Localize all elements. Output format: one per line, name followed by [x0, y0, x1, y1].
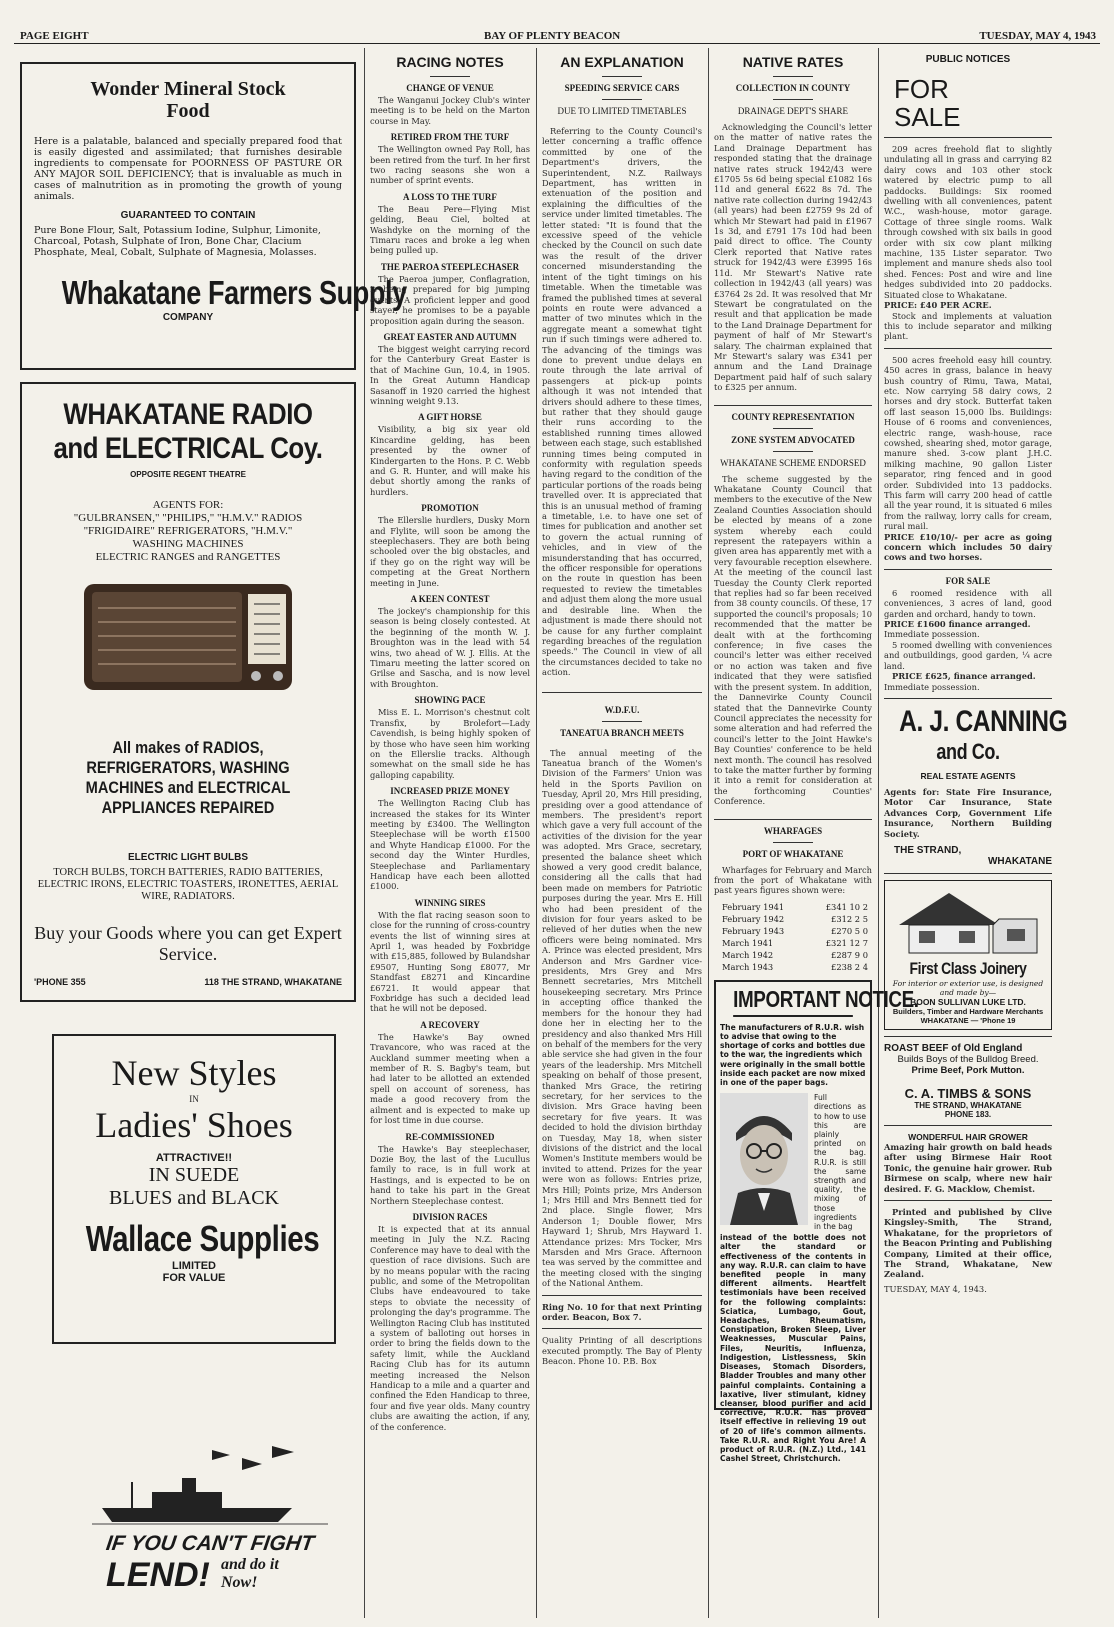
- native-sub-2: DRAINAGE DEPT'S SHARE: [737, 106, 849, 116]
- issue-date: TUESDAY, MAY 4, 1943: [979, 30, 1096, 42]
- wharfages-sub: PORT OF WHAKATANE: [742, 848, 844, 859]
- racing-section-heading: INCREASED PRIZE MONEY: [390, 786, 510, 797]
- hair-title: WONDERFUL HAIR GROWER: [908, 1131, 1028, 1142]
- house-2-possession: Immediate possession.: [884, 681, 980, 692]
- racing-section-heading: A RECOVERY: [420, 1019, 480, 1030]
- rule: [542, 692, 702, 693]
- canning-name: A. J. CANNING: [899, 704, 1068, 738]
- shoes-line-2: IN: [189, 1094, 199, 1104]
- taneatua-body: The annual meeting of the Taneatua branch of the Women's Division of the Farmers' Union was held in the Sports Pavilion on Tuesday, April 20, Mrs Hill presiding, presiding over a good attendance of members. The president's report which gave a very full account of the activities of the division for the year was adopted. Mrs Grace, secretary, presented the balance sheet which showed a very good credit balance, considering all the calls that had been made on members for Patriotic purposes during the year. Mrs E. Hill who had been president of the division for four years asked to be relieved of her duties when the new officers were being nominated. Mrs A. Prince was elected president, Mrs Anderson and Mrs Gardner vice-presidents, Mrs Grey and Mrs Bennett secretaries, Mrs Mitchell housekeeping secretary. Mrs Prince in accepting office thanked the members for the honour they had done her in electing her to the presidency and also thanked Mrs Hill on behalf of the members for the very able service she had given in the four years of the leadership. Mrs Mitchell speaking on behalf of those present, thanked Mrs Grace, the retiring secretary, for her services to the division. Mrs Grace having been secretary for five years. It was decided to hold the division birthday on Tuesday, May 18, when sister divisions of the district and the local Women's Institute members would be invited to attend. Prizes for the year were won as follows: Entries prize, Mrs Hill; Points prize, Mrs Anderson 1; Mrs Hill and Mrs Bennett tied for 2nd place. Single flower, Mrs Anderson 1; Double flower, Mrs Hayward 1; Shrub, Mrs Hayward 1. Attendance prizes: Mrs Tocker, Mrs Marsden and Mrs Grace. Afternoon tea was served by the committee and the meeting closed with the singing of the National Anthem.: [542, 747, 702, 1289]
- shoes-ad: [52, 1034, 336, 1344]
- farm-1-body: 209 acres freehold flat to slightly undulating all in grass and carrying 82 dairy cows and 103 other stock watered by electric pump to all paddocks. Buildings: Six roomed dwelling with all conveniences, patent W.C., wash-house, motor garage. Cottage of three single rooms. Walk through cowshed with six bails in good order with six cow plant milking machine, 135 Lister separator. Two implement and manure sheds also tool shed. Fences: Post and wire and line hedges subdivided into 20 paddocks. Situated close to Whakatane.: [884, 144, 1052, 300]
- racing-section-heading: A KEEN CONTEST: [410, 594, 490, 605]
- racing-section-heading: CHANGE OF VENUE: [406, 83, 494, 93]
- wharfage-period: February 1941: [722, 901, 785, 912]
- separator: [430, 76, 470, 77]
- radio-location: OPPOSITE REGENT THEATRE: [130, 470, 246, 479]
- shoes-sub-2: FOR VALUE: [162, 1272, 226, 1284]
- radio-agents: [30, 499, 346, 564]
- racing-section-body: The Wellington Racing Club has increased the stakes for its Winter meeting by £3400. The Wellington Steeplechase will be worth £1500 and Whyte Handicap £1000. For the second day the Winter Hurdles, Steeplechase and Parliamentary Handicap have each been allotted £1000.: [370, 798, 530, 892]
- page-number: PAGE EIGHT: [20, 30, 89, 42]
- farm-2-price: PRICE £10/10/- per acre as going concern which includes 50 dairy cows and two horses.: [884, 531, 1052, 563]
- wharfage-period: March 1942: [722, 949, 774, 960]
- buy-slogan: Buy your Goods where you can get Expert Service.: [34, 923, 342, 964]
- shoes-line-1: New Styles: [111, 1053, 277, 1093]
- canning-agents: Agents for: State Fire Insurance, Motor Car Insurance, State Advances Corp, Government Life Insurance, Northern Building Society.: [884, 786, 1052, 839]
- explanation-body: Referring to the County Council's letter concerning a traffic offence committed by one of the Department's drivers, the Superintendent, N.Z. Railways Department, has written in extenuation of the position and explaining the difficulties of the service under limited timetables. The letter stated: "It is found that the excessive speed of the vehicle checked by the Council on such date was the result of the driver concerned misunderstanding the intent of the tight timings on his timetable. When the timetable was framed the published times at several points en route were advanced a matter of two minutes which in the aggregate meant a somewhat tight run if such timings were adhered to. The advancing of the timings was done to prevent undue delays en route through the late arrival of passengers at pick-up points although it was not intended that drivers should adhere to these times, but rather that they should gauge their runs according to the established running times allowed between each stage, such established running times being computed in conformity with regulation speeds having regard to the condition of the particular portions of the roads being travelled over. It is appreciated that this is an unusual method of framing a timetable, i.e. to have one set of times for publication and another set to govern the actual running of vehicles, and in view of the misunderstanding that has occurred, the officer responsible for operations on the route in question has been requested to review the timetables and adjust them along the more usual and desirable line. When the adjustment is made there should not be cause for any further complaint regarding breaches of the regulation speeds." The Council in view of all the circumstances decided to take no action.: [542, 126, 702, 678]
- canning-sub: and Co.: [936, 738, 1000, 764]
- imprint: Printed and published by Clive Kingsley-Smith, The Strand, Whakatane, for the proprietors of the Beacon Printing and Publishing Company, Limited at their office, The Strand, Whakatane, New Zealand.: [884, 1206, 1052, 1280]
- separator: [773, 99, 813, 100]
- man-portrait-illustration: [720, 1093, 808, 1225]
- county-rep-body: The scheme suggested by the Whakatane County Council that members to the executive of the New Zealand Counties Association should be elected by means of a zone system whereby each could represent the ratepayers within a given area has apparently met with a very favourable reception elsewhere. At the meeting of the council last Tuesday the County Clerk reported that replies had so far been received from 38 county councils. Of these, 17 supported the council's proposals; 10 recommended that the matter be dealt with at the forthcoming conference; in five cases the council's letter was either received or no action was taken and five indicated that they were satisfied with the present system. In addition, the Dannevirke County Council stated that the Dannevirke County Council appreciates the necessity for some alteration and had referred the council's letter to the Joint Hawke's Bay Counties' conference to be held next month. The council has resolved to take the matter further by forming it into a remit for consideration at the forthcoming Counties' Conference.: [714, 473, 872, 807]
- quality-notice: Quality Printing of all descriptions executed promptly. The Bay of Plenty Beacon. Phone 10. P.B. Box: [542, 1335, 702, 1367]
- rule: [714, 819, 872, 820]
- rur-notice: [714, 980, 919, 1464]
- wharfage-amount: £341 10 2: [825, 901, 868, 912]
- racing-section-heading: RE-COMMISSIONED: [405, 1131, 495, 1142]
- rule: [714, 405, 872, 406]
- fight-line-2: LEND!: [106, 1556, 210, 1594]
- notices-title: PUBLIC NOTICES: [925, 54, 1011, 65]
- rule: [884, 569, 1052, 570]
- house-2-body: 5 roomed dwelling with conveniences and outbuildings, good garden, ¼ acre land.: [884, 639, 1052, 671]
- radio-address: 118 THE STRAND, WHAKATANE: [204, 977, 342, 987]
- shoes-line-5: IN SUEDE: [148, 1164, 240, 1186]
- table-row: [722, 914, 868, 924]
- house-1-body: 6 roomed residence with all conveniences, 3 acres of land, good garden and orchard, handy to town.: [884, 587, 1052, 619]
- racing-section-heading: RETIRED FROM THE TURF: [390, 132, 510, 143]
- joinery-phone: WHAKATANE — 'Phone 19: [920, 1015, 1016, 1025]
- war-bond-ad: [92, 1438, 328, 1606]
- rur-notice-intro: The manufacturers of R.U.R. wish to advise that owing to the shortage of corks and bottles due to the war, the ingredients which were originally in the small bottle inside each packet are now mixed in one of the paper bags.: [720, 1022, 866, 1087]
- wharfage-period: February 1943: [722, 925, 785, 936]
- joinery-title: First Class Joinery: [909, 958, 1027, 978]
- bulbs-label: ELECTRIC LIGHT BULBS: [128, 852, 248, 863]
- rur-notice-side: Full directions as to how to use this are plainly printed on the bag. R.U.R. is still the same strength and quality, the mixing of those ingredients in the bag: [814, 1093, 866, 1232]
- racing-section-heading: DIVISION RACES: [412, 1211, 488, 1222]
- agents-line: "FRIGIDAIRE" REFRIGERATORS, "H.M.V.": [83, 525, 293, 537]
- agents-line: "GULBRANSEN," "PHILIPS," "H.M.V." RADIOS: [73, 512, 303, 524]
- column-rule: [708, 48, 709, 1618]
- house-1-price: PRICE £1600 finance arranged.: [884, 619, 1031, 630]
- house-1-possession: Immediate possession.: [884, 629, 980, 640]
- racing-section-body: The biggest weight carrying record for the Canterbury Great Easter is that of Machine Gun, 10.4, in 1905. In the Great Autumn Handicap Sasanoff in 1920 carried the highest winning weight 9.13.: [370, 343, 530, 406]
- wharfage-period: March 1941: [722, 937, 774, 948]
- wharfage-amount: £270 5 0: [831, 925, 868, 936]
- racing-section-heading: SHOWING PACE: [414, 695, 486, 706]
- wharfage-amount: £287 9 0: [831, 949, 868, 960]
- farm-1-extra: Stock and implements at valuation this to include separator and milking plant.: [884, 310, 1052, 342]
- rule: [884, 137, 1052, 138]
- column-rule: [878, 48, 879, 1618]
- table-row: [722, 926, 868, 936]
- table-row: [722, 938, 868, 948]
- racing-section-heading: PROMOTION: [421, 503, 479, 514]
- masthead: [14, 30, 1100, 44]
- farm-1-price: PRICE: £40 PER ACRE.: [884, 300, 992, 311]
- wharfages-table: [720, 900, 870, 974]
- racing-section-heading: A GIFT HORSE: [418, 412, 482, 423]
- racing-sections: [370, 83, 530, 1432]
- native-body: Acknowledging the Council's letter on the matter of native rates the Land Drainage Department has responded stating that the drainage native rates struck 1942/43 were £1705 5s 6d being special £1082 16s 11d and general £622 8s 7d. The native rate collection during 1942/43 (all years) had been £2759 9s 2d of which Mr Stewart had paid in £1967 1s 3d, and £791 17s 10d had been paid direct to office. The County Clerk reported that Native rates struck for 1942/43 were £3995 16s 11d. Mr Stewart's Native rate collection in 1942/43 (all years) was £3764 2s 2d. It was resolved that Mr Stewart be congratulated on the result and that application be made to the Land Drainage Department for payment of half of Mr Stewart's salary. The chairman explained that Mr Stewart's salary was £341 per annum and the Land Drainage Department paid half of such salary to £325 per annum.: [714, 122, 872, 393]
- timbs-phone: PHONE 183.: [944, 1109, 992, 1119]
- canning-town: WHAKATANE: [987, 855, 1052, 867]
- firm-sub: COMPANY: [162, 312, 214, 323]
- public-notices-column: [884, 54, 1068, 1620]
- hair-body: Amazing hair growth on bald heads after using Birmese Hair Root Tonic, the genuine hair grower. Rub Birmese on scalp, where new hair desired. F. G. Macklow, Chemist.: [884, 1141, 1052, 1194]
- fight-line-3: and do it Now!: [220, 1556, 279, 1591]
- racing-section-heading: WINNING SIRES: [414, 897, 486, 908]
- native-rates-column: [714, 54, 919, 1620]
- radio-contact: [30, 977, 346, 991]
- racing-section-body: The Hawke's Bay owned Travancore, who was raced at the Auckland summer meeting when a member of R. S. Bagby's team, but had later to be allotted an extended spell on account of soreness, has made a good recovery from the ailment and is expected to make up for lost time in due course.: [370, 1031, 530, 1126]
- racing-section-heading: GREAT EASTER AND AUTUMN: [383, 331, 517, 342]
- explanation-sub-1: SPEEDING SERVICE CARS: [564, 83, 680, 93]
- separator: [773, 76, 813, 77]
- separator: [773, 842, 813, 843]
- racing-section-body: The Wanganui Jockey Club's winter meeting is to be held on the Marton course in May.: [370, 95, 530, 126]
- paper-title: BAY OF PLENTY BEACON: [484, 30, 621, 42]
- shoes-firm: Wallace Supplies: [85, 1218, 320, 1259]
- wharfage-amount: £238 2 4: [831, 961, 868, 972]
- shoes-line-3: Ladies' Shoes: [95, 1105, 293, 1145]
- wharfage-period: February 1942: [722, 913, 785, 924]
- beef-products: Prime Beef, Pork Mutton.: [911, 1064, 1025, 1076]
- racing-section-body: Miss E. L. Morrison's chestnut colt Transfix, by Brolefort—Lady Cavendish, is being highly spoken of by those who have seen him working on the Ellerslie tracks. Although somewhat on the small side he has galloping capability.: [370, 707, 530, 780]
- canning-address: THE STRAND,: [894, 844, 962, 856]
- rule: [884, 1036, 1052, 1037]
- rule: [884, 1200, 1052, 1201]
- firm-name: Whakatane Farmers Supply: [61, 274, 407, 311]
- separator: [773, 428, 813, 429]
- joinery-ad: [884, 880, 1052, 1030]
- racing-section-body: Visibility, a big six year old Kincardine gelding, has been presented by the owner of Kindergarten to the Hons. P. C. Webb and G. R. Hunter, and will make his debut shortly among the ranks of hurdlers.: [370, 424, 530, 497]
- racing-section-heading: A LOSS TO THE TURF: [403, 191, 497, 202]
- shoes-line-6: BLUES and BLACK: [109, 1187, 279, 1209]
- racing-section-body: The Hawke's Bay steeplechaser, Dozie Boy, the last of the Lucullus family to race, is in full work at Hastings, and is expected to be on hand to take his part in the Great Northern Steeplechase contest.: [370, 1143, 530, 1206]
- ad-body: Here is a palatable, balanced and specially prepared food that is easily digested and assimilated; that furnishes desirable ingredients to compensate for POORNESS OF PASTURE OR ANY MAJOR SOIL DEFICIENCY; that is invaluable as much in cases of malnutrition as in promoting the growth of young animals.: [34, 136, 342, 202]
- radio-set-illustration: [78, 578, 298, 698]
- repair-text: All makes of RADIOS, REFRIGERATORS, WASHING MACHINES and ELECTRICAL APPLIANCES REPAIRED: [85, 738, 291, 817]
- rule: [884, 873, 1052, 874]
- wharfage-amount: £312 2 5: [831, 913, 868, 924]
- bulbs-items: TORCH BULBS, TORCH BATTERIES, RADIO BATTERIES, ELECTRIC IRONS, ELECTRIC TOASTERS, IRONETTES, AERIAL WIRE, RADIATORS.: [37, 867, 339, 902]
- radio-phone: 'PHONE 355: [34, 977, 86, 987]
- racing-section-body: The jockey's championship for this season is being closely contested. At the beginning of the month W. J. Broughton was in the lead with 54 wins, two ahead of W. J. Ellis. At the Timaru meeting the latter scored on Grilse and Sascha, and is now level with Broughton.: [370, 606, 530, 689]
- county-rep-sub-1: ZONE SYSTEM ADVOCATED: [731, 434, 855, 445]
- real-estate-label: REAL ESTATE AGENTS: [920, 770, 1016, 781]
- racing-section-heading: THE PAEROA STEEPLECHASER: [380, 261, 520, 272]
- agents-line: WASHING MACHINES: [132, 538, 244, 550]
- beef-title: ROAST BEEF of Old England: [884, 1042, 1023, 1054]
- explanation-sub-2: DUE TO LIMITED TIMETABLES: [557, 106, 687, 116]
- radio-ad: [20, 382, 356, 1002]
- native-sub-1: COLLECTION IN COUNTY: [735, 83, 851, 93]
- ad-title: Wonder Mineral Stock Food: [90, 78, 286, 122]
- racing-notes-column: [370, 54, 530, 1620]
- house-2-price: PRICE £625, finance arranged.: [892, 671, 1036, 682]
- racing-section-body: With the flat racing season soon to close for the running of cross-country events the list of winning sires at April 1, was headed by Foxbridge with £15,885, followed by Bulandshar £9507, Hunting Song £8077, Mr Standfast £8271 and Kincardine £6721. It would appear that Foxbridge has such a decided lead that he will not be deposed.: [370, 909, 530, 1014]
- rule: [542, 1295, 702, 1296]
- explanation-title: AN EXPLANATION: [560, 54, 684, 70]
- beef-tagline: Builds Boys of the Bulldog Breed.: [897, 1053, 1039, 1065]
- ad-ingredients: Pure Bone Flour, Salt, Potassium Iodine, Sulphur, Limonite, Charcoal, Potash, Sulphate of Iron, Bone Char, Clacium Phosphate, Meal, Cobalt, Sulphate of Magnesia, Molasses.: [34, 225, 321, 258]
- taneatua-heading: TANEATUA BRANCH MEETS: [560, 727, 684, 738]
- rur-portrait-row: [720, 1093, 866, 1231]
- racing-section-body: The Beau Pere—Flying Mist gelding, Beau Ciel, bolted at Washdyke on the morning of the Timaru races and broke a leg when being pulled up.: [370, 203, 530, 256]
- stock-food-ad: [20, 62, 407, 370]
- for-sale-heading: FOR SALE: [894, 74, 961, 132]
- rule: [884, 698, 1052, 699]
- imprint-date: TUESDAY, MAY 4, 1943.: [884, 1283, 987, 1294]
- house-illustration: [889, 885, 1047, 955]
- separator: [602, 76, 642, 77]
- agents-line: ELECTRIC RANGES and RANGETTES: [95, 551, 281, 563]
- ring-notice: Ring No. 10 for that next Printing order. Beacon, Box 7.: [542, 1301, 702, 1323]
- racing-title: RACING NOTES: [396, 54, 504, 70]
- warship-illustration: [92, 1438, 328, 1528]
- for-sale-2: FOR SALE: [945, 575, 991, 586]
- timbs-address: THE STRAND, WHAKATANE: [914, 1100, 1022, 1110]
- racing-section-body: It is expected that at its annual meeting in July the N.Z. Racing Conference may have to deal with the question of race divisions. Such are by no means popular with the racing public, and some of the Metropolitan Clubs have endeavoured to take steps to obviate the necessity of prolonging the day's programme. The Wellington Racing Club has instituted a system of balloting out horses in order to bring the fields down to the safety limit, while the Auckland Racing Club has for its autumn meeting increased the Nelson Handicap to a mile and a quarter and confined the Eden Handicap to three, four and five year olds. Many country clubs are awaiting the action, if any, of the conference.: [370, 1223, 530, 1432]
- column-rule: [536, 48, 537, 1618]
- rule: [884, 1125, 1052, 1126]
- radio-name-1: WHAKATANE RADIO: [63, 398, 313, 431]
- separator: [773, 451, 813, 452]
- timbs-name: C. A. TIMBS & SONS: [904, 1085, 1032, 1101]
- ad-guarantee: GUARANTEED TO CONTAIN: [120, 210, 256, 221]
- table-row: [722, 902, 868, 912]
- wharfages-heading: WHARFAGES: [763, 825, 823, 836]
- table-row: [722, 962, 868, 972]
- joinery-tagline: For interior or exterior use, is designed and made by—: [892, 978, 1044, 997]
- shoes-sub-1: LIMITED: [172, 1260, 216, 1272]
- rur-notice-more: instead of the bottle does not alter the standard or effectiveness of the contents in any way. R.U.R. can claim to have benefited people in many different ailments. Heartfelt testimonials have been received for the following complaints: Sciatica, Lumbago, Gout, Headaches, Rheumatism, Constipation, Broken Sleep, Liver Weaknesses, Muscular Pains, Files, Neuritis, Influenza, Indigestion, Listlessness, Skin Diseases, Stomach Disorders, Bladder Troubles and many other painful complaints. Containing a laxative, liver stimulant, kidney cleanser, blood purifier and acid corrective, R.U.R. has proved itself effective in relieving 19 out of 20 of life's common ailments. Take R.U.R. and Right You Are! A product of R.U.R. (N.Z.) Ltd., 141 Cashel Street, Christchurch.: [720, 1233, 866, 1464]
- explanation-column: [542, 54, 702, 1620]
- county-rep-sub-2: WHAKATANE SCHEME ENDORSED: [720, 457, 866, 468]
- shoes-line-4: ATTRACTIVE!!: [155, 1152, 233, 1164]
- county-rep-heading: COUNTY REPRESENTATION: [731, 411, 855, 422]
- wharfage-period: March 1943: [722, 961, 774, 972]
- racing-section-body: The Ellerslie hurdlers, Dusky Morn and Flylite, will soon be among the steeplechasers. They are both being schooled over the big obstacles, and if they go on the right way will be competing at the Great Northern meeting in June.: [370, 515, 530, 588]
- table-row: [722, 950, 868, 960]
- farm-2-body: 500 acres freehold easy hill country. 450 acres in grass, balance in heavy bush country of Rimu, Tawa, Matai, etc. Now carrying 58 dairy cows, 2 horses and dry stock. Butterfat taken off last season 15,000 lbs. Buildings: House of 6 rooms and conveniences, electric range, wash-house, race cowshed, shearing shed, motor garage, manure shed. 3-cow plant J.H.C. milking machine, 90 gallon Lister separator, ring fenced and in good order. Subdivided into 13 paddocks. This farm will carry 200 head of cattle all the year round, it is situated 6 miles from the railway, lorry calls for cream, rural mail.: [884, 354, 1052, 532]
- separator: [602, 99, 642, 100]
- racing-section-body: The Paeroa jumper, Conflagration, is being prepared for big jumping events. A proficient lepper and good stayer, he promises to be a payable proposition again during the season.: [370, 273, 530, 326]
- rule: [542, 1328, 702, 1329]
- rur-notice-title: IMPORTANT NOTICE.: [733, 986, 853, 1017]
- racing-section-body: The Wellington owned Pay Roll, has been retired from the turf. In her first two racing seasons she won a number of sprint events.: [370, 144, 530, 186]
- separator: [602, 721, 642, 722]
- native-title: NATIVE RATES: [742, 54, 844, 70]
- joinery-firm: BOON SULLIVAN LUKE LTD.: [910, 996, 1026, 1007]
- rule: [884, 348, 1052, 349]
- agents-label: AGENTS FOR:: [152, 499, 224, 511]
- wdfu-heading: W.D.F.U.: [604, 704, 640, 715]
- wharfages-intro: Wharfages for February and March from the port of Whakatane with past years figures shown were:: [714, 864, 872, 896]
- wharfage-amount: £321 12 7: [825, 937, 868, 948]
- joinery-trade: Builders, Timber and Hardware Merchants: [892, 1006, 1044, 1016]
- fight-line-1: IF YOU CAN'T FIGHT: [104, 1532, 316, 1555]
- radio-name-2: and ELECTRICAL Coy.: [53, 432, 323, 465]
